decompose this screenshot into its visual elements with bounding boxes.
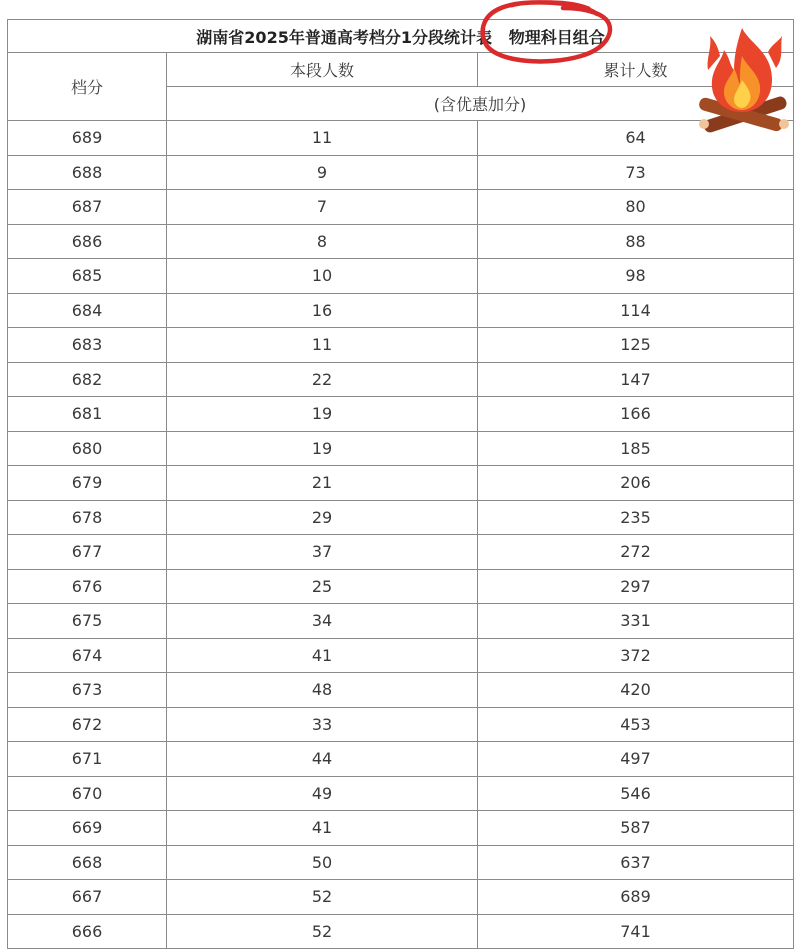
table-row [8, 776, 794, 811]
cumulative-cell: 420 [478, 673, 794, 708]
count-cell: 25 [167, 569, 478, 604]
score-table-container [7, 19, 793, 949]
count-cell: 21 [167, 466, 478, 501]
count-cell: 44 [167, 742, 478, 777]
table-row [8, 293, 794, 328]
count-cell: 48 [167, 673, 478, 708]
count-cell: 52 [167, 914, 478, 949]
count-cell: 41 [167, 811, 478, 846]
score-table [7, 19, 794, 949]
score-cell: 689 [8, 121, 167, 156]
table-title-spacer [492, 28, 509, 47]
count-cell: 11 [167, 121, 478, 156]
table-title-cell [8, 20, 794, 53]
header-count: 本段人数 [167, 53, 478, 87]
table-row [8, 155, 794, 190]
score-cell: 666 [8, 914, 167, 949]
table-row [8, 500, 794, 535]
count-cell: 34 [167, 604, 478, 639]
count-cell: 22 [167, 362, 478, 397]
cumulative-cell: 689 [478, 880, 794, 915]
header-note: (含优惠加分) [167, 87, 794, 121]
score-cell: 681 [8, 397, 167, 432]
table-row [8, 845, 794, 880]
score-cell: 686 [8, 224, 167, 259]
cumulative-cell: 297 [478, 569, 794, 604]
cumulative-cell: 147 [478, 362, 794, 397]
cumulative-cell: 546 [478, 776, 794, 811]
table-row [8, 535, 794, 570]
score-cell: 684 [8, 293, 167, 328]
score-cell: 672 [8, 707, 167, 742]
count-cell: 19 [167, 431, 478, 466]
table-row [8, 431, 794, 466]
table-row [8, 121, 794, 156]
cumulative-cell: 166 [478, 397, 794, 432]
score-cell: 678 [8, 500, 167, 535]
score-cell: 668 [8, 845, 167, 880]
cumulative-cell: 73 [478, 155, 794, 190]
table-title-row [8, 20, 794, 53]
count-cell: 29 [167, 500, 478, 535]
table-row [8, 707, 794, 742]
score-cell: 674 [8, 638, 167, 673]
table-row [8, 328, 794, 363]
cumulative-cell: 114 [478, 293, 794, 328]
score-cell: 676 [8, 569, 167, 604]
table-row [8, 604, 794, 639]
score-cell: 688 [8, 155, 167, 190]
count-cell: 19 [167, 397, 478, 432]
score-cell: 682 [8, 362, 167, 397]
header-score: 档分 [8, 53, 167, 121]
score-cell: 671 [8, 742, 167, 777]
cumulative-cell: 185 [478, 431, 794, 466]
table-row [8, 638, 794, 673]
table-row [8, 880, 794, 915]
count-cell: 7 [167, 190, 478, 225]
count-cell: 9 [167, 155, 478, 190]
table-row [8, 569, 794, 604]
count-cell: 16 [167, 293, 478, 328]
cumulative-cell: 80 [478, 190, 794, 225]
score-cell: 679 [8, 466, 167, 501]
table-row [8, 190, 794, 225]
score-cell: 683 [8, 328, 167, 363]
count-cell: 8 [167, 224, 478, 259]
count-cell: 33 [167, 707, 478, 742]
count-cell: 37 [167, 535, 478, 570]
table-row [8, 362, 794, 397]
score-cell: 680 [8, 431, 167, 466]
cumulative-cell: 637 [478, 845, 794, 880]
cumulative-cell: 272 [478, 535, 794, 570]
cumulative-cell: 372 [478, 638, 794, 673]
table-row [8, 914, 794, 949]
table-row [8, 466, 794, 501]
cumulative-cell: 98 [478, 259, 794, 294]
table-row [8, 811, 794, 846]
score-cell: 677 [8, 535, 167, 570]
table-row [8, 742, 794, 777]
score-cell: 685 [8, 259, 167, 294]
cumulative-cell: 331 [478, 604, 794, 639]
count-cell: 11 [167, 328, 478, 363]
table-row [8, 397, 794, 432]
cumulative-cell: 453 [478, 707, 794, 742]
cumulative-cell: 741 [478, 914, 794, 949]
score-cell: 687 [8, 190, 167, 225]
table-row [8, 673, 794, 708]
cumulative-cell: 497 [478, 742, 794, 777]
count-cell: 52 [167, 880, 478, 915]
score-cell: 670 [8, 776, 167, 811]
cumulative-cell: 64 [478, 121, 794, 156]
count-cell: 50 [167, 845, 478, 880]
table-row [8, 259, 794, 294]
score-cell: 673 [8, 673, 167, 708]
table-title-highlight: 物理科目组合 [508, 27, 605, 47]
cumulative-cell: 88 [478, 224, 794, 259]
cumulative-cell: 587 [478, 811, 794, 846]
score-cell: 675 [8, 604, 167, 639]
cumulative-cell: 235 [478, 500, 794, 535]
score-cell: 667 [8, 880, 167, 915]
score-cell: 669 [8, 811, 167, 846]
table-title: 湖南省2025年普通高考档分1分段统计表 [196, 27, 492, 47]
header-cumulative: 累计人数 [478, 53, 794, 87]
cumulative-cell: 125 [478, 328, 794, 363]
count-cell: 41 [167, 638, 478, 673]
count-cell: 10 [167, 259, 478, 294]
table-header-row [8, 53, 794, 87]
count-cell: 49 [167, 776, 478, 811]
table-row [8, 224, 794, 259]
cumulative-cell: 206 [478, 466, 794, 501]
